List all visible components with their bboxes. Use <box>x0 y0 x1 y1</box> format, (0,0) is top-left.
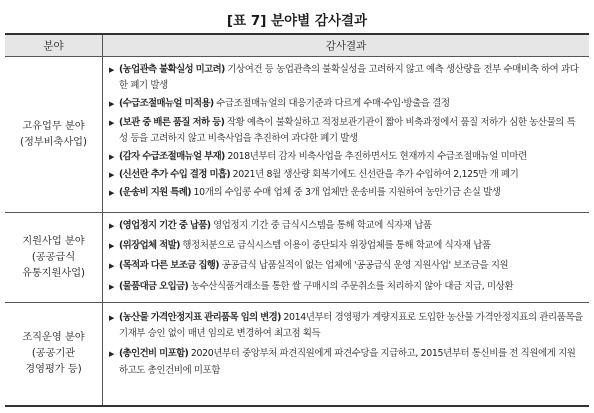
category-cell <box>5 303 103 405</box>
item-text: 10개의 수입콩 수매 업체 중 3개 업체만 운송비를 지원하여 농안기금 손실 발생 <box>190 187 501 199</box>
result-item <box>109 258 583 274</box>
category-line: 고유업무 분야 <box>22 120 85 132</box>
item-heading: (수급조절매뉴얼 미적용) <box>119 98 214 110</box>
item-text: 2020년부터 중앙부처 파견직원에게 파견수당을 지급하고, 2015년부터 통신비를 전 직원에게 지원하고도 총인건비에 미포함 <box>119 348 576 376</box>
item-heading: (영업정지 기간 중 납품) <box>119 220 211 231</box>
table-header <box>5 35 589 57</box>
category-line: 조직운영 분야 <box>22 332 85 343</box>
result-item <box>109 96 583 112</box>
triangle-bullet-icon: ▶ <box>109 100 115 109</box>
triangle-bullet-icon: ▶ <box>109 242 115 251</box>
triangle-bullet-icon: ▶ <box>109 66 115 74</box>
item-text: 영업정지 기간 중 급식시스템을 통해 학교에 식자재 납품 <box>210 220 432 231</box>
item-heading: (위장업체 적발) <box>119 240 180 252</box>
category-line: (정부비축사업) <box>20 136 87 148</box>
category-cell <box>5 57 103 212</box>
category-line: (공공기관 <box>31 348 76 359</box>
item-text: 2018년부터 감자 비축사업을 추진하면서도 현재까지 수급조절매뉴얼 미마련 <box>224 151 527 163</box>
triangle-bullet-icon: ▶ <box>109 153 115 162</box>
table-row <box>5 303 589 405</box>
item-text: 기상여건 등 농업관측의 불확실성을 고려하지 않고 예측 생산량을 전부 수매비축 하여 과다한 폐기 발생 <box>119 64 579 92</box>
result-item <box>109 185 583 201</box>
triangle-bullet-icon: ▶ <box>109 189 115 198</box>
result-item <box>109 115 583 147</box>
item-heading: (감자 수급조절매뉴얼 부재) <box>119 151 225 163</box>
result-cell <box>103 213 589 302</box>
result-item <box>109 279 583 295</box>
triangle-bullet-icon: ▶ <box>109 222 115 230</box>
item-text: 수급조절매뉴얼의 대응기준과 다르게 수매·수입·방출을 결정 <box>213 98 450 110</box>
item-heading: (신선란 추가 수입 결정 미흡) <box>119 169 231 181</box>
result-item <box>109 238 583 254</box>
item-text: 작황 예측이 불확실하고 적정보관기관이 짧아 비축과정에서 품질 저하가 심한 농산물의 특성 등을 고려하지 않고 비축사업을 추진하여 과다한 폐기 발생 <box>119 116 576 144</box>
result-item <box>109 149 583 165</box>
item-heading: (농산물 가격안정지표 관리품목 임의 변경) <box>119 312 281 323</box>
category-line: 유통지원사업) <box>21 267 86 279</box>
triangle-bullet-icon: ▶ <box>109 171 115 180</box>
header-result: 감사결과 <box>325 40 367 52</box>
item-heading: (물품대금 오입금) <box>119 280 189 292</box>
result-cell <box>103 303 589 405</box>
item-text: 공공급식 납품실적이 없는 업체에 '공공급식 운영 지원사업' 보조금을 지원 <box>218 260 509 272</box>
item-heading: (목적과 다른 보조금 집행) <box>119 260 219 272</box>
result-item <box>109 167 583 183</box>
table-row <box>5 57 589 213</box>
item-heading: (보관 중 배른 품질 저하 등) <box>119 116 225 128</box>
result-item <box>109 62 583 94</box>
category-line: 경영평가 등) <box>25 364 82 375</box>
result-item <box>109 346 583 378</box>
triangle-bullet-icon: ▶ <box>109 262 115 271</box>
result-cell <box>103 57 589 212</box>
result-item <box>109 218 583 234</box>
item-text: 농수산식품거래소를 통한 쌀 구매시의 주문취소를 처리하지 않아 대금 지급, 미상환 <box>188 280 514 292</box>
item-heading: (총인건비 미포함) <box>119 348 189 360</box>
triangle-bullet-icon: ▶ <box>109 350 115 359</box>
triangle-bullet-icon: ▶ <box>109 314 115 322</box>
table-row <box>5 213 589 303</box>
category-line: 지원사업 분야 <box>22 235 85 247</box>
header-category: 분야 <box>5 35 103 56</box>
audit-results-table <box>5 33 589 407</box>
category-line: (공공급식 <box>31 251 76 263</box>
item-text: 2014년부터 경영평가 계량지표로 도입한 농산물 가격안정지표의 관리품목을 기재부 승인 없이 매년 임의로 변경하여 최고점 획득 <box>119 312 583 340</box>
table-title: [표 7] 분야별 감사결과 <box>226 13 368 29</box>
result-item <box>109 310 583 342</box>
category-cell <box>5 213 103 302</box>
item-text: 2021년 8월 생산량 회복기에도 신선란을 추가 수입하여 2,125만 개 폐기 <box>230 169 519 181</box>
triangle-bullet-icon: ▶ <box>109 282 115 291</box>
item-text: 행정처분으로 급식시스템 이용이 중단되자 위장업체를 통해 학교에 식자재 납품 <box>179 240 491 252</box>
triangle-bullet-icon: ▶ <box>109 118 115 127</box>
item-heading: (농업관측 불확실성 미고려) <box>119 64 225 75</box>
item-heading: (운송비 지원 특례) <box>119 187 191 199</box>
